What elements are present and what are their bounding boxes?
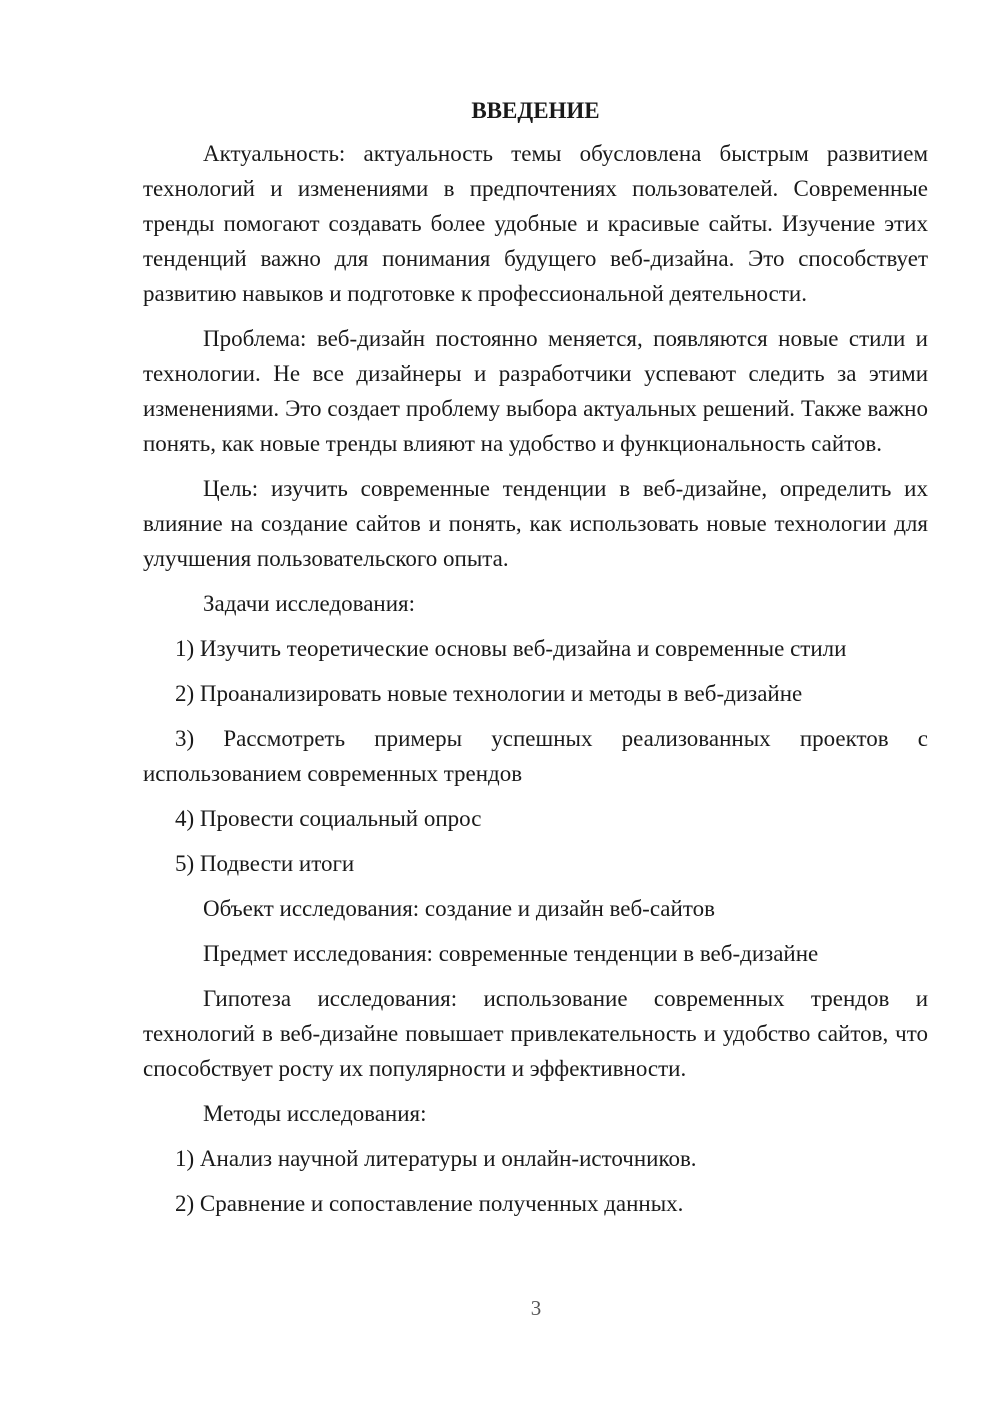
task-item-2: 2) Проанализировать новые технологии и методы в веб-дизайне xyxy=(175,681,803,706)
page-content xyxy=(143,94,928,1231)
task-item-5: 5) Подвести итоги xyxy=(175,851,355,876)
method-item-2: 2) Сравнение и сопоставление полученных данных. xyxy=(175,1191,684,1216)
task-item-1: 1) Изучить теоретические основы веб-дизайна и современные стили xyxy=(175,636,847,661)
tasks-heading: Задачи исследования: xyxy=(203,591,416,616)
problem-paragraph: Проблема: веб-дизайн постоянно меняется, появляются новые стили и технологии. Не все дизайнеры и разработчики успевают следить за этими изменениями. Это создает проблему выбора актуальных решений. Также важно понять, как новые тренды влияют на удобство и функциональность сайтов. xyxy=(143,326,928,456)
section-title: ВВЕДЕНИЕ xyxy=(471,98,600,123)
page-number: 3 xyxy=(530,1296,542,1320)
relevance-paragraph: Актуальность: актуальность темы обусловлена быстрым развитием технологий и изменениями в предпочтениях пользователей. Современные тренды помогают создавать более удобные и красивые сайты. Изучение этих тенденций важно для понимания будущего веб-дизайна. Это способствует развитию навыков и подготовке к профессиональной деятельности. xyxy=(143,141,928,306)
methods-heading: Методы исследования: xyxy=(203,1101,427,1126)
task-item-4: 4) Провести социальный опрос xyxy=(175,806,482,831)
goal-paragraph: Цель: изучить современные тенденции в веб-дизайне, определить их влияние на создание сайтов и понять, как использовать новые технологии для улучшения пользовательского опыта. xyxy=(143,476,928,571)
task-item-3: 3) Рассмотреть примеры успешных реализованных проектов с использованием современных трендов xyxy=(143,726,928,786)
object-line: Объект исследования: создание и дизайн веб-сайтов xyxy=(203,896,715,921)
hypothesis-paragraph: Гипотеза исследования: использование современных трендов и технологий в веб-дизайне повышает привлекательность и удобство сайтов, что способствует росту их популярности и эффективности. xyxy=(143,986,928,1081)
subject-line: Предмет исследования: современные тенденции в веб-дизайне xyxy=(203,941,819,966)
method-item-1: 1) Анализ научной литературы и онлайн-источников. xyxy=(175,1146,697,1171)
